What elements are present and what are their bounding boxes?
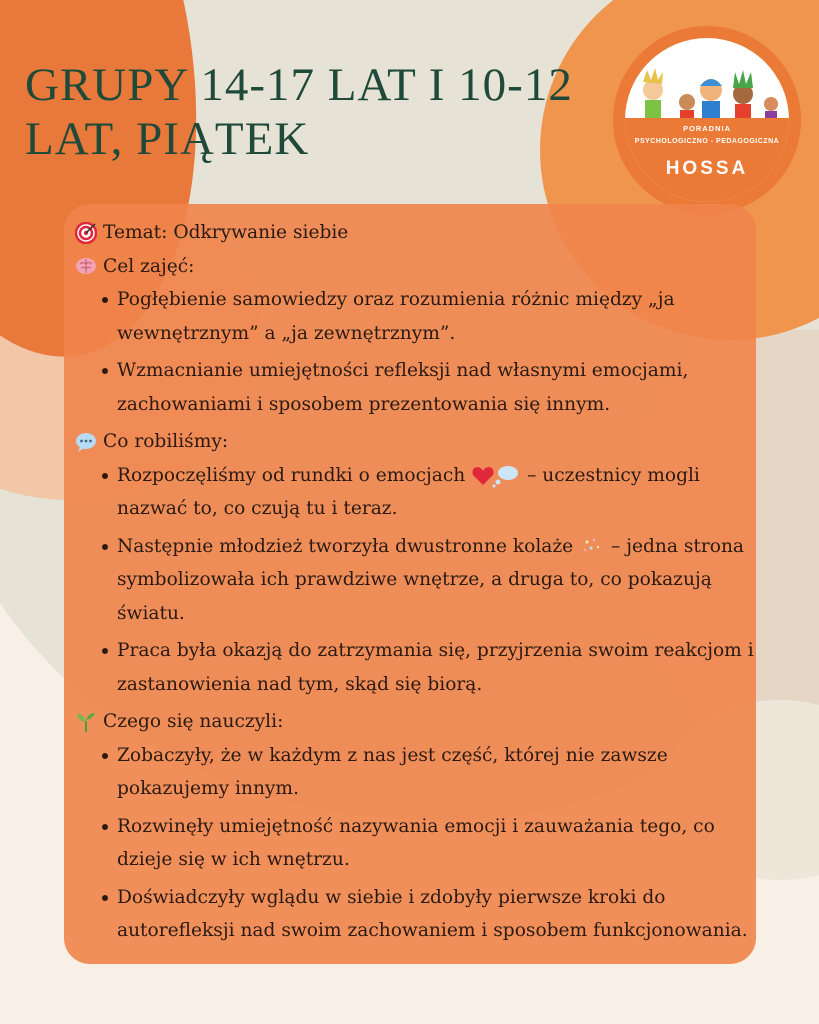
learned-heading-text: Czego się nauczyli: xyxy=(103,711,284,732)
list-item-text: – uczestnicy mogli nazwać to, co czują tu i teraz. xyxy=(117,464,700,519)
sparkles-icon xyxy=(579,536,605,558)
list-item: Rozwinęły umiejętność nazywania emocji i zauważania tego, co dzieje się w ich wnętrzu. xyxy=(117,810,765,877)
goals-heading-text: Cel zajęć: xyxy=(103,255,195,277)
list-item xyxy=(117,459,765,526)
topic-text: Temat: Odkrywanie siebie xyxy=(103,222,349,243)
logo-band xyxy=(625,118,789,202)
brain-icon xyxy=(75,255,97,277)
page-title: GRUPY 14-17 LAT I 10-12 LAT, PIĄTEK xyxy=(25,59,573,165)
topic-line xyxy=(75,216,765,250)
list-item-text: Rozpoczęliśmy od rundki o emocjach xyxy=(117,464,466,486)
hossa-logo xyxy=(613,26,801,214)
list-item: Praca była okazją do zatrzymania się, przyjrzenia swoim reakcjom i zastanowienia nad tym, skąd się biorą. xyxy=(117,634,765,701)
list-item: Pogłębienie samowiedzy oraz rozumienia różnic między „ja wewnętrznym” a „ja zewnętrznym”. xyxy=(117,283,765,350)
heart-thought-icon xyxy=(471,464,521,488)
goals-heading xyxy=(75,250,765,284)
did-heading xyxy=(75,425,765,459)
logo-top-text: PORADNIA xyxy=(682,124,731,133)
children-illustration xyxy=(625,60,789,120)
target-icon xyxy=(75,222,97,244)
list-item-text: – jedna strona symbolizowała ich prawdziwe wnętrze, a druga to, co pokazują światu. xyxy=(117,535,745,624)
did-list xyxy=(75,459,765,702)
goals-list xyxy=(75,283,765,421)
speech-bubble-icon xyxy=(75,431,97,453)
logo-name: HOSSA xyxy=(665,158,749,179)
logo-inner xyxy=(625,38,789,202)
learned-heading xyxy=(75,705,765,739)
did-heading-text: Co robiliśmy: xyxy=(103,431,229,452)
list-item: Zobaczyły, że w każdym z nas jest część, której nie zawsze pokazujemy innym. xyxy=(117,739,765,806)
list-item xyxy=(117,530,765,631)
list-item: Wzmacnianie umiejętności refleksji nad własnymi emocjami, zachowaniami i sposobem prezentowania się innym. xyxy=(117,354,765,421)
seedling-icon xyxy=(75,711,97,733)
content-body xyxy=(75,216,765,952)
logo-middle-text: PSYCHOLOGICZNO - PEDAGOGICZNA xyxy=(634,138,780,145)
learned-list xyxy=(75,739,765,948)
list-item-text: Następnie młodzież tworzyła dwustronne kolaże xyxy=(117,535,574,557)
list-item: Doświadczyły wglądu w siebie i zdobyły pierwsze kroki do autorefleksji nad swoim zachowaniem i sposobem funkcjonowania. xyxy=(117,881,765,948)
